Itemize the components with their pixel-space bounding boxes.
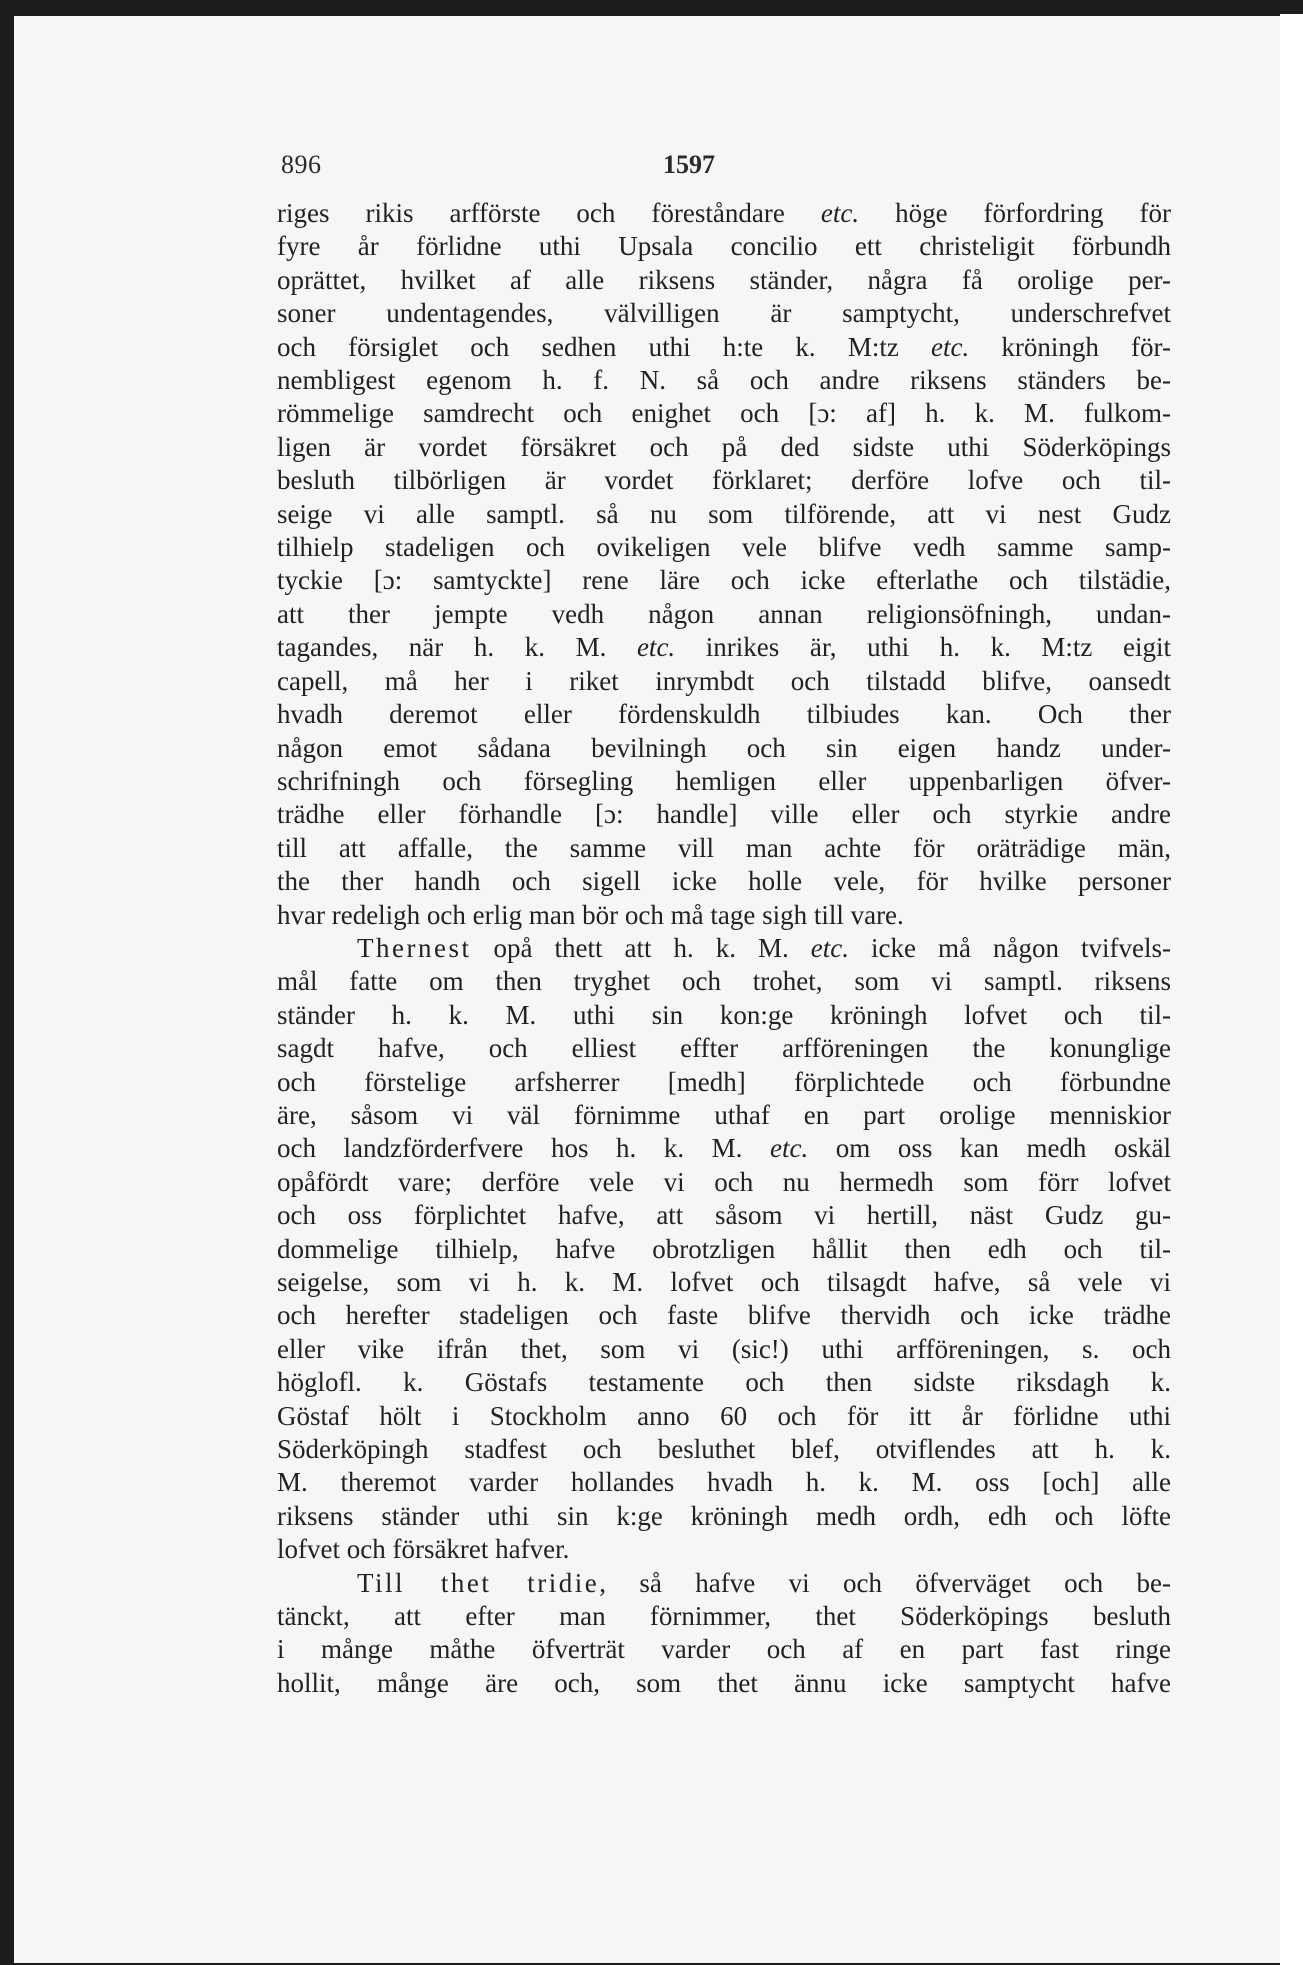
text-run: lofvet och försäkret hafver.	[277, 1534, 570, 1565]
text-line	[277, 1400, 1171, 1433]
text-line	[277, 798, 1171, 831]
text-line	[277, 665, 1171, 698]
text-run: höge förfordring för	[859, 198, 1171, 228]
text-line	[277, 698, 1171, 731]
text-line	[277, 1132, 1171, 1165]
body-text	[277, 197, 1171, 1700]
text-run: fyre år förlidne uthi Upsala concilio ett christeligit förbundh	[277, 231, 1171, 262]
italic-run: etc.	[769, 1133, 809, 1164]
spaced-run: Thernest	[357, 932, 472, 963]
text-run: nembligest egenom h. f. N. så och andre riksens ständers be-	[277, 365, 1171, 396]
text-run: att ther jempte vedh någon annan religionsöfningh, undan-	[277, 598, 1171, 629]
text-run: om oss kan medh oskäl	[808, 1133, 1171, 1164]
spaced-run: Till thet tridie	[357, 1567, 600, 1598]
text-run: någon emot sådana bevilningh och sin eigen handz under-	[277, 732, 1171, 763]
text-run: römmelige samdrecht och enighet och [ɔ: af] h. k. M. fulkom-	[277, 398, 1171, 429]
text-run: ligen är vordet försäkret och på ded sidste uthi Söderköpings	[277, 431, 1171, 462]
text-run: oprättet, hvilket af alle riksens ständer, några få orolige per-	[277, 264, 1171, 295]
text-run: hollit, månge äre och, som thet ännu icke samptycht hafve	[277, 1667, 1171, 1698]
text-line	[277, 1567, 1171, 1600]
text-line	[277, 1266, 1171, 1299]
text-run: the ther handh och sigell icke holle vele, för hvilke personer	[277, 866, 1171, 897]
text-run: hvadh deremot eller fördenskuldh tilbiudes kan. Och ther	[277, 699, 1171, 730]
text-run: dommelige tilhielp, hafve obrotzligen hållit then edh och til-	[277, 1233, 1171, 1264]
text-line	[277, 464, 1171, 497]
text-run: besluth tilbörligen är vordet förklaret; derföre lofve och til-	[277, 465, 1171, 496]
text-line	[277, 397, 1171, 430]
text-line	[277, 1366, 1171, 1399]
text-line	[277, 364, 1171, 397]
text-line	[277, 297, 1171, 330]
text-line	[277, 832, 1171, 865]
text-line	[277, 1533, 1171, 1566]
text-run: tyckie [ɔ: samtyckte] rene läre och icke efterlathe och tilstädie,	[277, 565, 1171, 596]
text-run: höglofl. k. Göstafs testamente och then sidste riksdagh k.	[277, 1367, 1171, 1398]
text-run: mål fatte om then tryghet och trohet, som vi samptl. riksens	[277, 966, 1171, 997]
text-line	[277, 1233, 1171, 1266]
text-run: äre, såsom vi väl förnimme uthaf en part orolige menniskior	[277, 1099, 1171, 1130]
text-line	[277, 1600, 1171, 1633]
text-run: opåfördt vare; derföre vele vi och nu hermedh som förr lofvet	[277, 1166, 1171, 1197]
text-line	[277, 1333, 1171, 1366]
text-line	[277, 1466, 1171, 1499]
text-line	[277, 431, 1171, 464]
italic-run: etc.	[931, 331, 970, 362]
text-run: capell, må her i riket inrymbdt och tilstadd blifve, oansedt	[277, 665, 1171, 696]
text-run: opå thett att h. k. M.	[471, 932, 811, 963]
italic-run: etc.	[810, 932, 850, 963]
text-line	[277, 1032, 1171, 1065]
text-line	[277, 999, 1171, 1032]
text-run: och försiglet och sedhen uthi h:te k. M:tz	[277, 331, 931, 362]
italic-run: etc.	[820, 198, 860, 228]
text-run: sagdt hafve, och elliest effter arfföreningen the konunglige	[277, 1033, 1171, 1064]
text-run: hvar redeligh och erlig man bör och må tage sigh till vare.	[277, 899, 904, 930]
text-run: schrifningh och försegling hemligen eller uppenbarligen öfver-	[277, 765, 1171, 796]
italic-run: etc.	[636, 632, 676, 663]
text-line	[277, 498, 1171, 531]
text-run: i månge måthe öfverträt varder och af en part fast ringe	[277, 1634, 1171, 1665]
text-run: och förstelige arfsherrer [medh] förplichtede och förbundne	[277, 1066, 1171, 1097]
text-line	[277, 1667, 1171, 1700]
text-line	[277, 331, 1171, 364]
text-run: Göstaf hölt i Stockholm anno 60 och för itt år förlidne uthi	[277, 1400, 1171, 1431]
text-line	[277, 765, 1171, 798]
text-line	[277, 865, 1171, 898]
text-run: och landzförderfvere hos h. k. M.	[277, 1133, 770, 1164]
text-run: riges rikis arfförste och föreståndare	[277, 198, 821, 228]
text-line	[277, 732, 1171, 765]
text-line	[277, 1299, 1171, 1332]
text-run: kröningh för-	[969, 331, 1171, 362]
text-run: soner undentagendes, välvilligen är samptycht, underschrefvet	[277, 298, 1171, 329]
text-run: tagandes, när h. k. M.	[277, 632, 637, 663]
text-run: och herefter stadeligen och faste blifve thervidh och icke trädhe	[277, 1300, 1171, 1331]
text-run: inrikes är, uthi h. k. M:tz eigit	[675, 632, 1171, 663]
text-run: tilhielp stadeligen och ovikeligen vele blifve vedh samme samp-	[277, 532, 1171, 563]
text-run: Söderköpingh stadfest och besluthet blef, otviflendes att h. k.	[277, 1434, 1171, 1465]
text-run: seigelse, som vi h. k. M. lofvet och tilsagdt hafve, så vele vi	[277, 1267, 1171, 1297]
page-edge-right	[1280, 14, 1303, 1965]
year-heading: 1597	[663, 150, 715, 179]
text-run: M. theremot varder hollandes hvadh h. k. M. oss [och] alle	[277, 1467, 1171, 1498]
text-line	[277, 1633, 1171, 1666]
text-line	[277, 899, 1171, 932]
text-line	[277, 631, 1171, 664]
text-line	[277, 932, 1171, 965]
text-line	[277, 264, 1171, 297]
text-run: , så hafve vi och öfverväget och be-	[599, 1567, 1171, 1598]
text-run: till att affalle, the samme vill man achte för oräträdige män,	[277, 832, 1171, 863]
text-line	[277, 1500, 1171, 1533]
text-line	[277, 531, 1171, 564]
text-run: trädhe eller förhandle [ɔ: handle] ville eller och styrkie andre	[277, 799, 1171, 830]
text-line	[277, 598, 1171, 631]
text-line	[277, 1433, 1171, 1466]
text-line	[277, 230, 1171, 263]
text-run: icke må någon tvifvels-	[849, 932, 1172, 963]
text-run: ständer h. k. M. uthi sin kon:ge kröningh lofvet och til-	[277, 999, 1171, 1030]
text-line	[277, 564, 1171, 597]
text-line	[277, 197, 1171, 230]
text-line	[277, 1166, 1171, 1199]
text-run: riksens ständer uthi sin k:ge kröningh medh ordh, edh och löfte	[277, 1500, 1171, 1531]
text-run: eller vike ifrån thet, som vi (sic!) uthi arfföreningen, s. och	[277, 1333, 1171, 1364]
text-line	[277, 965, 1171, 998]
text-line	[277, 1099, 1171, 1132]
text-run: seige vi alle samptl. så nu som tilförende, att vi nest Gudz	[277, 498, 1171, 529]
text-line	[277, 1066, 1171, 1099]
text-line	[277, 1199, 1171, 1232]
text-run: och oss förplichtet hafve, att såsom vi hertill, näst Gudz gu-	[277, 1200, 1171, 1231]
text-run: tänckt, att efter man förnimmer, thet Söderköpings besluth	[277, 1601, 1171, 1632]
page-number: 896	[281, 150, 322, 179]
